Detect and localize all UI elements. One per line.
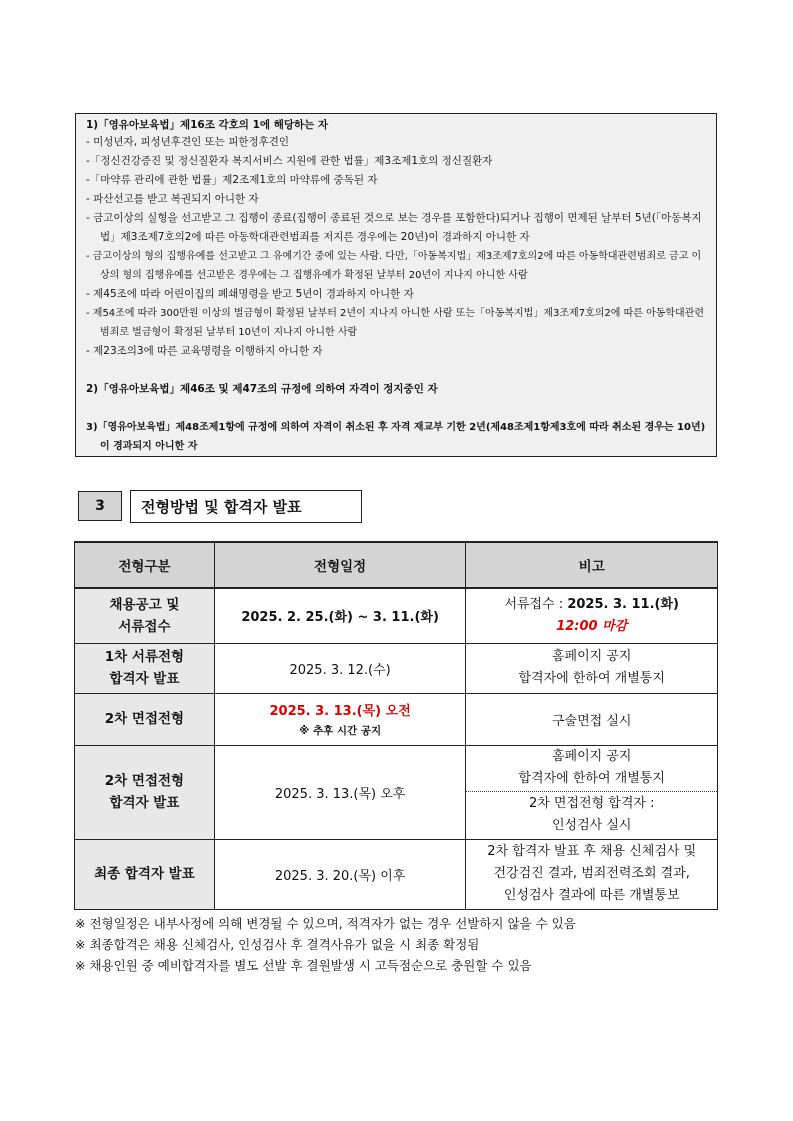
disqualification-item: - 제45조에 따라 어린이집의 폐쇄명령을 받고 5년이 경과하지 아니한 자 <box>86 288 414 300</box>
row-schedule: 2025. 3. 20.(목) 이후 <box>214 839 466 909</box>
section-title: 전형방법 및 합격자 발표 <box>130 490 362 523</box>
row-remarks <box>466 839 718 909</box>
deadline-time: 12:00 마감 <box>556 618 628 634</box>
table-row <box>75 839 718 909</box>
row-schedule: 2025. 3. 13.(목) 오후 <box>214 745 466 839</box>
disqualification-item: - 제54조에 따라 300만원 이상의 벌금형이 확정된 날부터 2년이 지나지 아니한 사람 또는「아동복지법」제3조제7호의2에 따른 아동학대관련범죄로 벌금형이 확정된 날부터 10년이 지나지 아니한 사람 <box>86 308 705 338</box>
remark-text: 2차 합격자 발표 후 채용 신체검사 및 <box>487 844 697 859</box>
table-header-row <box>75 542 718 588</box>
schedule-table <box>74 541 718 910</box>
disqualification-item: - 제23조의3에 따른 교육명령을 이행하지 아니한 자 <box>86 345 323 357</box>
disqualification-item: - 파산선고를 받고 복권되지 아니한 자 <box>86 193 259 205</box>
remark-text: 합격자에 한하여 개별통지 <box>518 671 665 686</box>
row-remarks <box>466 745 718 791</box>
disqualification-item: -「정신건강증진 및 정신질환자 복지서비스 지원에 관한 법률」제3조제1호의 정신질환자 <box>86 155 493 167</box>
footnote: ※ 채용인원 중 예비합격자를 별도 선발 후 결원발생 시 고득점순으로 충원할 수 있음 <box>75 958 532 973</box>
disqualification-item: - 금고이상의 형의 집행유예를 선고받고 그 유예기간 중에 있는 사람. 다만,「아동복지법」제3조제7호의2에 따른 아동학대관련범죄로 금고 이상의 형의 집행유예를 선고받은 경우에는 그 집행유예가 확정된 날부터 20년이 지나지 아니한 사람 <box>86 251 702 281</box>
row-remarks <box>466 791 718 839</box>
remark-text: 인성검사 결과에 따른 개별통보 <box>503 888 680 903</box>
table-row <box>75 693 718 745</box>
remark-text: 서류접수 : <box>504 596 568 612</box>
footnote: ※ 전형일정은 내부사정에 의해 변경될 수 있으며, 적격자가 없는 경우 선발하지 않을 수 있음 <box>75 916 576 931</box>
section-number: 3 <box>78 491 122 521</box>
deadline-date: 2025. 3. 11.(화) <box>567 596 679 612</box>
table-row <box>75 588 718 643</box>
footnotes <box>75 913 576 976</box>
table-row <box>75 745 718 791</box>
row-schedule <box>214 693 466 745</box>
row-remarks <box>466 588 718 643</box>
row-schedule: 2025. 3. 12.(수) <box>214 643 466 693</box>
remark-text: 인성검사 실시 <box>551 818 632 833</box>
disqualification-item: - 미성년자, 피성년후견인 또는 피한정후견인 <box>86 136 290 148</box>
disqualification-item: -「마약류 관리에 관한 법률」제2조제1호의 마약류에 중독된 자 <box>86 174 378 186</box>
remark-text: 홈페이지 공지 <box>551 649 632 664</box>
remark-text: 홈페이지 공지 <box>551 749 632 764</box>
row-category: 2차 면접전형 합격자 발표 <box>75 745 215 839</box>
disqualification-heading-3: 3)「영유아보육법」제48조제1항에 규정에 의하여 자격이 취소된 후 자격 재교부 기한 2년(제48조제1항제3호에 따라 취소된 경우는 10년)이 경과되지 아니한 자 <box>86 422 706 452</box>
disqualification-item: - 금고이상의 실형을 선고받고 그 집행이 종료(집행이 종료된 것으로 보는 경우를 포함한다)되거나 집행이 면제된 날부터 5년(「아동복지법」제3조제7호의2에 따른 아동학대관련범죄를 저지른 경우에는 20년)이 경과하지 아니한 자 <box>86 212 702 243</box>
row-category: 최종 합격자 발표 <box>75 839 215 909</box>
row-category <box>75 643 215 693</box>
disqualification-heading-2: 2)「영유아보육법」제46조 및 제47조의 규정에 의하여 자격이 정지중인 자 <box>86 383 438 395</box>
header-schedule: 전형일정 <box>214 542 466 588</box>
category-line: 1차 서류전형 합격자 발표 <box>104 649 185 687</box>
table-row <box>75 643 718 693</box>
remark-text: 건강검진 결과, 범죄전력조회 결과, <box>493 866 690 881</box>
row-category: 2차 면접전형 <box>75 693 215 745</box>
interview-date: 2025. 3. 13.(목) 오전 <box>269 703 411 719</box>
disqualification-box <box>75 113 717 457</box>
header-category: 전형구분 <box>75 542 215 588</box>
row-remarks <box>466 643 718 693</box>
row-category: 채용공고 및 서류접수 <box>75 588 215 643</box>
interview-time-note: ※ 추후 시간 공지 <box>299 724 382 737</box>
header-remarks: 비고 <box>466 542 718 588</box>
footnote: ※ 최종합격은 채용 신체검사, 인성검사 후 결격사유가 없을 시 최종 확정됨 <box>75 937 480 952</box>
row-remarks: 구술면접 실시 <box>466 693 718 745</box>
remark-text: 2차 면접전형 합격자 : <box>528 796 655 811</box>
remark-text: 합격자에 한하여 개별통지 <box>518 771 665 786</box>
disqualification-heading-1: 1)「영유아보육법」제16조 각호의 1에 해당하는 자 <box>86 119 329 131</box>
row-schedule: 2025. 2. 25.(화) ~ 3. 11.(화) <box>214 588 466 643</box>
